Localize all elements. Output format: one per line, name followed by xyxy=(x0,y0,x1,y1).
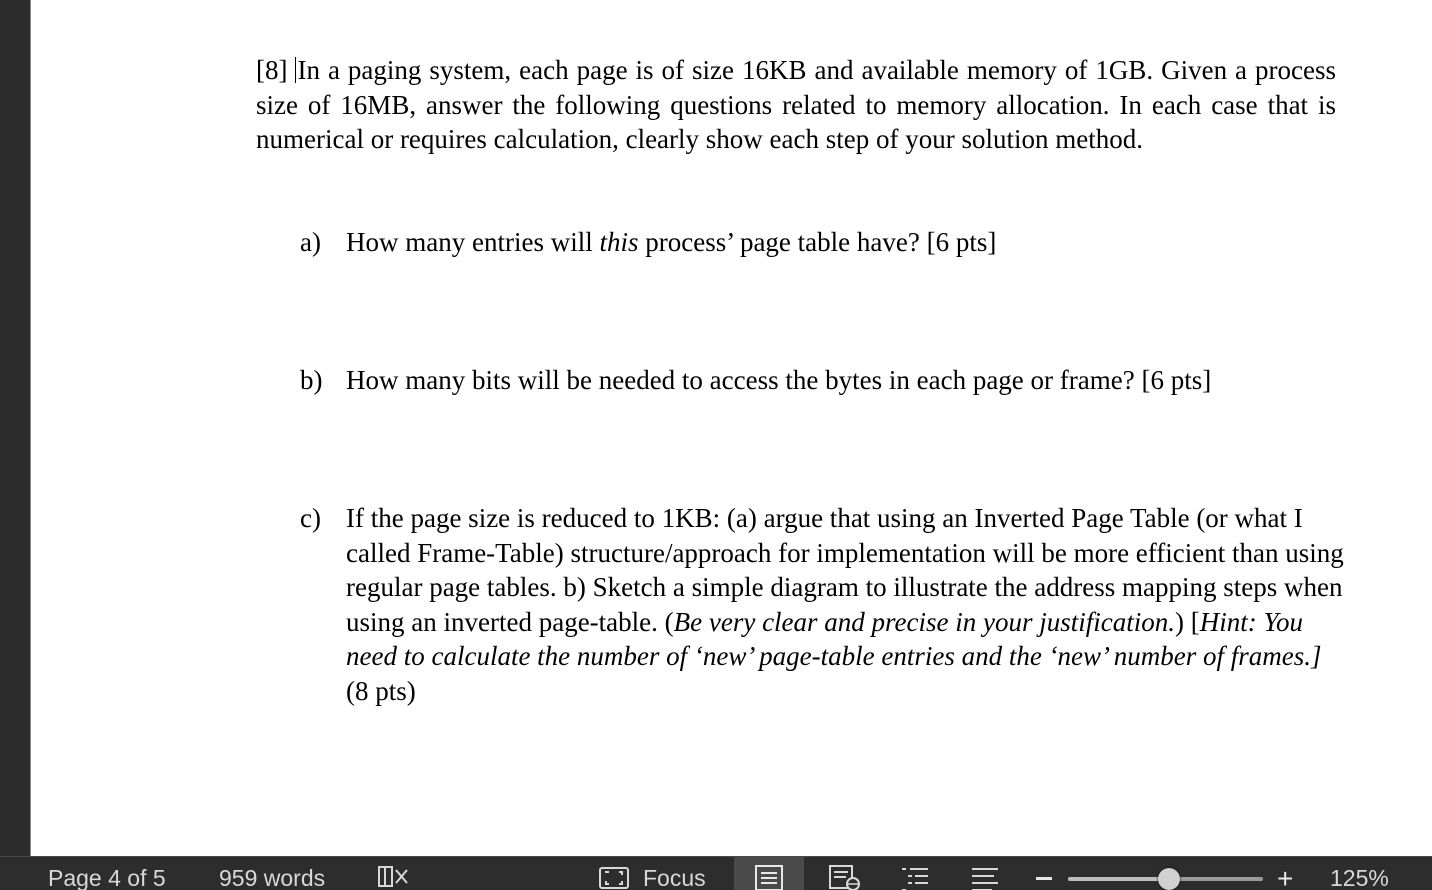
question-a[interactable] xyxy=(300,225,1340,260)
question-c-text-part: If the page size is reduced to 1KB: (a) argue that using an Inverted Page Table (or what I called Frame-Table) structure/approach for implementation will be more efficient than using regular page tables. b) Sketch a simple diagram to illustrate the address mapping steps when using an inverted page-table. ( xyxy=(346,503,1344,637)
question-b-marker: b) xyxy=(300,365,323,395)
question-c-hint: Hint: You need to calculate the number of ‘new’ page-table entries and the ‘new’ number of frames.] xyxy=(346,606,1322,671)
zoom-in-button[interactable]: + xyxy=(1277,863,1294,890)
status-bar xyxy=(0,856,1432,890)
zoom-level[interactable]: 125% xyxy=(1330,865,1389,890)
outline-button[interactable] xyxy=(880,857,950,890)
question-c[interactable] xyxy=(300,501,1350,708)
zoom-slider-thumb[interactable] xyxy=(1158,868,1180,890)
question-c-text-part: ) [ xyxy=(1175,606,1200,637)
draft-icon xyxy=(970,865,1000,890)
question-a-marker: a) xyxy=(300,227,321,257)
question-number: [8] xyxy=(256,55,296,85)
word-count[interactable]: 959 words xyxy=(219,865,326,890)
zoom-slider-fill xyxy=(1068,877,1169,881)
question-b-text: How many bits will be needed to access the bytes in each page or frame? [6 pts] xyxy=(346,365,1212,395)
question-c-points: (8 pts) xyxy=(346,675,416,706)
print-layout-icon xyxy=(754,865,784,890)
outline-icon xyxy=(900,865,930,890)
question-c-italic: Be very clear and precise in your justification. xyxy=(673,606,1176,637)
question-intro-text: In a paging system, each page is of size 16KB and available memory of 1GB. Given a process size of 16MB, answer the following questions related to memory allocation. In each case that is numerical or requires calculation, clearly show each step of your solution method. xyxy=(256,55,1336,154)
draft-button[interactable] xyxy=(950,857,1020,890)
zoom-out-button[interactable] xyxy=(1036,877,1052,880)
left-gutter xyxy=(0,0,30,856)
proofing-icon[interactable] xyxy=(377,865,411,890)
document-page[interactable] xyxy=(30,0,1432,856)
web-layout-icon xyxy=(828,865,862,890)
question-b[interactable] xyxy=(300,363,1340,398)
page-indicator[interactable]: Page 4 of 5 xyxy=(48,865,166,890)
question-a-italic: this xyxy=(599,227,639,257)
question-c-text xyxy=(346,501,1350,708)
print-layout-button[interactable] xyxy=(734,857,804,890)
question-c-marker: c) xyxy=(300,503,321,533)
question-a-text xyxy=(346,225,1340,260)
focus-button[interactable]: Focus xyxy=(643,865,706,890)
question-a-text-part: How many entries will xyxy=(346,227,600,257)
web-layout-button[interactable] xyxy=(808,857,878,890)
question-a-text-part: process’ page table have? [6 pts] xyxy=(638,227,997,257)
focus-icon[interactable] xyxy=(599,867,629,890)
question-intro[interactable] xyxy=(256,53,1336,157)
